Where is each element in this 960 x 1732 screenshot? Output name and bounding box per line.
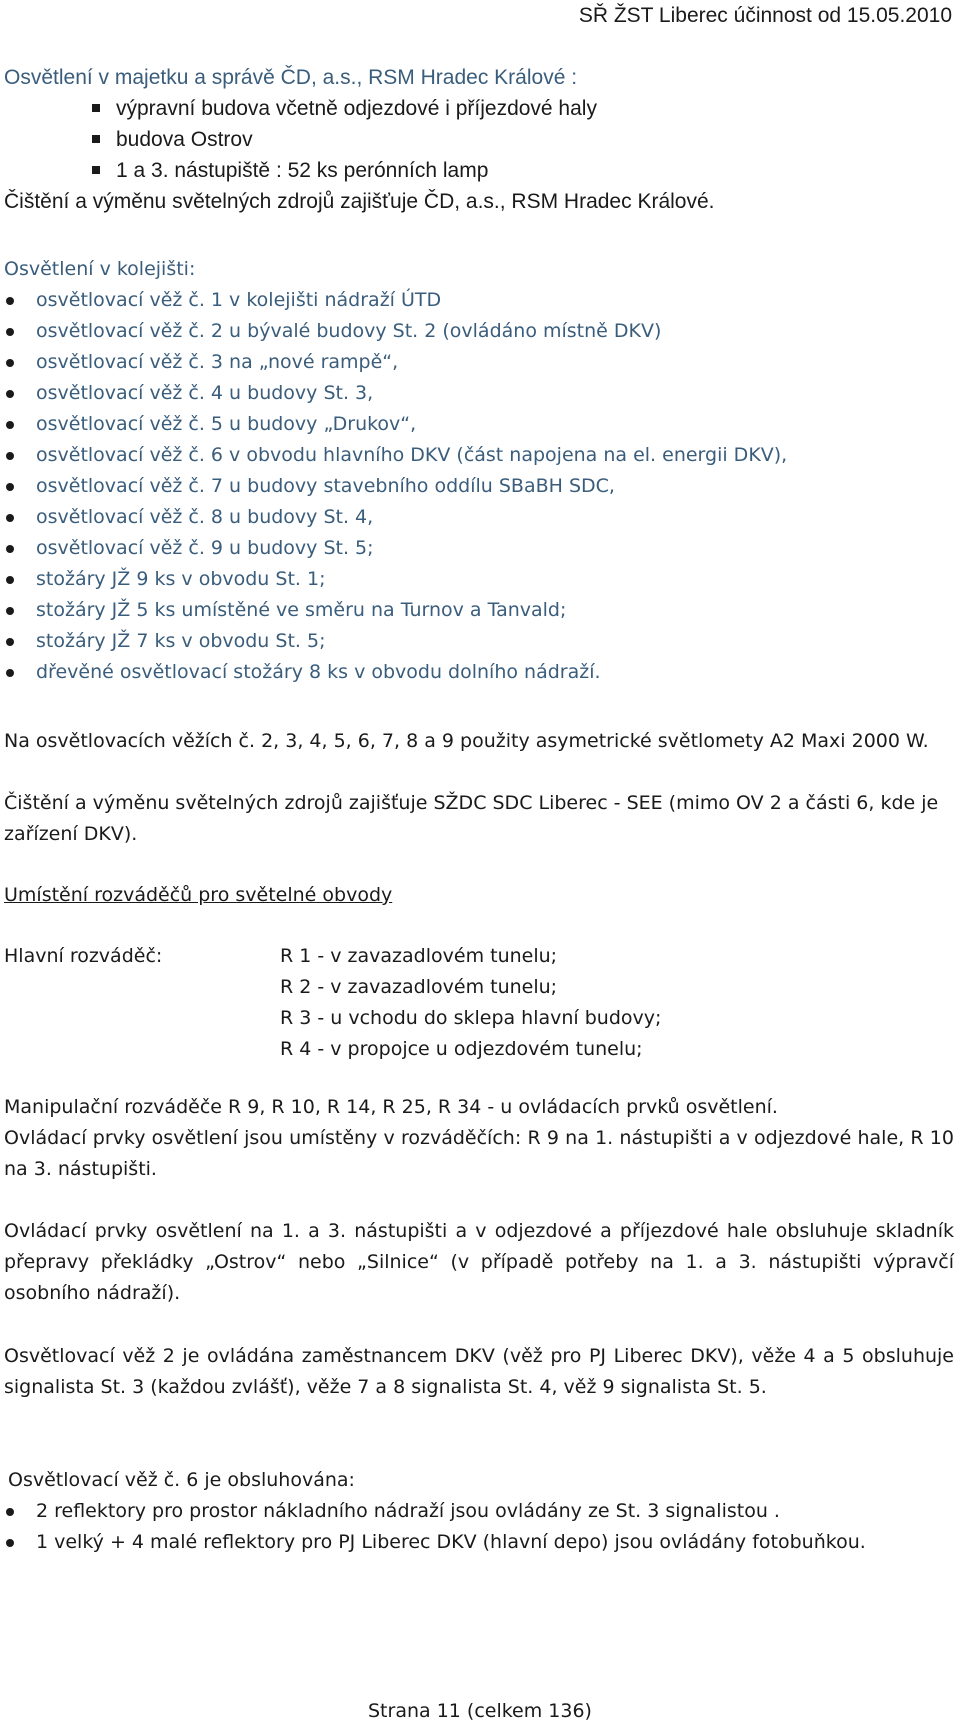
list-item: 2 reflektory pro prostor nákladního nádraží jsou ovládány ze St. 3 signalistou . bbox=[4, 1496, 954, 1527]
rozvadece-title: Umístění rozváděčů pro světelné obvody bbox=[4, 884, 393, 906]
page-header: SŘ ŽST Liberec účinnost od 15.05.2010 bbox=[578, 4, 952, 27]
list-item: stožáry JŽ 7 ks v obvodu St. 5; bbox=[4, 626, 954, 657]
list-item: výpravní budova včetně odjezdové i příjezdové haly bbox=[4, 93, 954, 124]
list-item: budova Ostrov bbox=[4, 124, 954, 155]
kolejiste-title: Osvětlení v kolejišti: bbox=[4, 258, 196, 280]
paragraph-obsluha-vezi: Osvětlovací věž 2 je ovládána zaměstnancem DKV (věž pro PJ Liberec DKV), věže 4 a 5 obsluhuje signalista St. 3 (každou zvlášť), věže 7 a 8 signalista St. 4, věž 9 signalista St. 5. bbox=[4, 1345, 954, 1398]
rozvadece-section bbox=[4, 880, 954, 1065]
vez6-section bbox=[4, 1465, 954, 1558]
list-item: stožáry JŽ 9 ks v obvodu St. 1; bbox=[4, 564, 954, 595]
list-item: osvětlovací věž č. 9 u budovy St. 5; bbox=[4, 533, 954, 564]
cd-title: Osvětlení v majetku a správě ČD, a.s., RSM Hradec Králové : bbox=[4, 66, 578, 89]
page-footer: Strana 11 (celkem 136) bbox=[368, 1700, 592, 1722]
hlavni-rozvadec bbox=[4, 941, 954, 1065]
paragraph-svetlomety: Na osvětlovacích věžích č. 2, 3, 4, 5, 6, 7, 8 a 9 použity asymetrické světlomety A2 Maxi 2000 W. bbox=[4, 730, 929, 752]
paragraph-cisteni: Čištění a výměnu světelných zdrojů zajišťuje SŽDC SDC Liberec - SEE (mimo OV 2 a části 6, kde je zařízení DKV). bbox=[4, 792, 939, 845]
kolejiste-list bbox=[4, 285, 954, 688]
cd-note: Čištění a výměnu světelných zdrojů zajišťuje ČD, a.s., RSM Hradec Králové. bbox=[4, 190, 715, 213]
kolejiste-section bbox=[4, 254, 954, 688]
list-item: stožáry JŽ 5 ks umístěné ve směru na Turnov a Tanvald; bbox=[4, 595, 954, 626]
list-item: osvětlovací věž č. 8 u budovy St. 4, bbox=[4, 502, 954, 533]
paragraph-manipulacni: Manipulační rozváděče R 9, R 10, R 14, R 25, R 34 - u ovládacích prvků osvětlení. bbox=[4, 1096, 778, 1118]
list-item: 1 velký + 4 malé reflektory pro PJ Liberec DKV (hlavní depo) jsou ovládány fotobuňkou. bbox=[4, 1527, 954, 1558]
vez6-list bbox=[4, 1496, 954, 1558]
rozvadec-list bbox=[280, 941, 661, 1065]
list-item: osvětlovací věž č. 6 v obvodu hlavního DKV (část napojena na el. energii DKV), bbox=[4, 440, 954, 471]
list-item: R 1 - v zavazadlovém tunelu; bbox=[280, 945, 558, 967]
list-item: R 3 - u vchodu do sklepa hlavní budovy; bbox=[280, 1007, 662, 1029]
list-item: R 4 - v propojce u odjezdovém tunelu; bbox=[280, 1038, 643, 1060]
list-item: R 2 - v zavazadlovém tunelu; bbox=[280, 976, 558, 998]
list-item: osvětlovací věž č. 4 u budovy St. 3, bbox=[4, 378, 954, 409]
list-item: dřevěné osvětlovací stožáry 8 ks v obvodu dolního nádraží. bbox=[4, 657, 954, 688]
cd-list bbox=[4, 93, 954, 186]
paragraph-obsluha-hal: Ovládací prvky osvětlení na 1. a 3. nástupišti a v odjezdové a příjezdové hale obsluhuje skladník přepravy překládky „Ostrov“ nebo „Silnice“ (v případě potřeby na 1. a 3. nástupišti výpravčí osobního nádraží). bbox=[4, 1220, 954, 1304]
list-item: osvětlovací věž č. 1 v kolejišti nádraží ÚTD bbox=[4, 285, 954, 316]
paragraph-ovladaci-prvky: Ovládací prvky osvětlení jsou umístěny v rozváděčích: R 9 na 1. nástupišti a v odjezdové hale, R 10 na 3. nástupišti. bbox=[4, 1127, 954, 1180]
cd-section bbox=[4, 62, 954, 217]
list-item: osvětlovací věž č. 7 u budovy stavebního oddílu SBaBH SDC, bbox=[4, 471, 954, 502]
list-item: 1 a 3. nástupiště : 52 ks perónních lamp bbox=[4, 155, 954, 186]
hlavni-rozvadec-label: Hlavní rozváděč: bbox=[4, 945, 163, 967]
list-item: osvětlovací věž č. 3 na „nové rampě“, bbox=[4, 347, 954, 378]
vez6-title: Osvětlovací věž č. 6 je obsluhována: bbox=[8, 1469, 355, 1491]
list-item: osvětlovací věž č. 5 u budovy „Drukov“, bbox=[4, 409, 954, 440]
list-item: osvětlovací věž č. 2 u bývalé budovy St. 2 (ovládáno místně DKV) bbox=[4, 316, 954, 347]
